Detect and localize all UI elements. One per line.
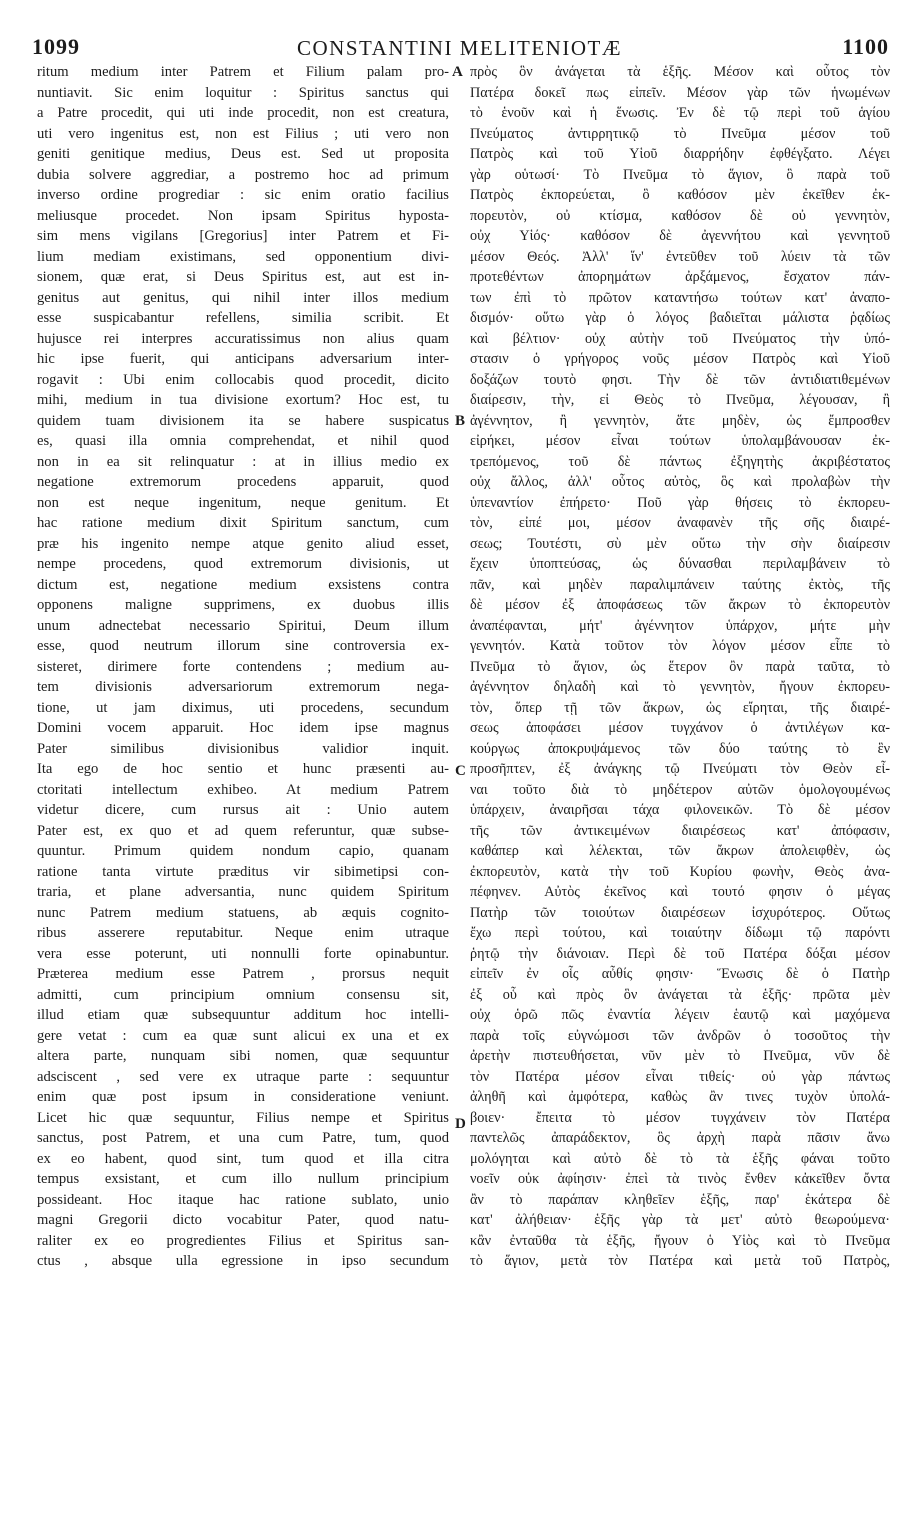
greek-text-line: ἀρετὴν πιστευθήσεται, νῦν μὲν τὸ Πνεῦμα, νῦν δὲ <box>470 1048 890 1064</box>
latin-text-line: enim quæ post ipsum in consideratione veniunt. <box>37 1089 449 1105</box>
greek-text-line: Πατέρα δοκεῖ πως εἰπεῖν. Μέσον γὰρ τῶν ἡνωμένων <box>470 84 890 101</box>
greek-text-line: προτεθέντων ἀπορημάτων ἀρξάμενος, ἔσχατον πάν- <box>470 269 890 285</box>
greek-text-line: εἰπεῖν ἐν οἷς αὖθίς φησιν· Ἕνωσις δὲ ὁ Πατὴρ <box>470 966 890 982</box>
greek-text-line: ναι τοῦτο διὰ τὸ μηδέτερον αὐτῶν ὁμολογουμένως <box>470 781 890 798</box>
latin-text-line: ribus asserere reputabitur. Neque enim utraque <box>37 925 449 941</box>
greek-text-line: Πατρὸς καὶ τοῦ Υἱοῦ διαρρήδην ἐφθέγξατο. Λέγει <box>470 146 890 162</box>
greek-text-line: κἂν ἐνταῦθα τὰ ἑξῆς, ἤγουν ὁ Υἱὸς καὶ τὸ Πνεῦμα <box>470 1232 890 1249</box>
latin-text-line: lium mediam existimans, sed opponentium divi- <box>37 248 449 265</box>
latin-text-line: quidem tuam divisionem ita se habere suspicatus <box>37 412 449 429</box>
greek-text-line: ἀληθῆ καὶ ἀμφότερα, καθὼς ἂν τινες τυχὸν ὑπολά- <box>470 1089 890 1105</box>
latin-text-line: Domini vocem apparuit. Hoc idem ipse magnus <box>37 720 449 736</box>
greek-text-line: διαίρεσιν, τὴν, εἰ Θεὸς τὸ Πνεῦμα, λέγουσαν, ἢ <box>470 392 890 408</box>
latin-text-line: Pater similibus divisionibus validior inquit. <box>37 740 449 757</box>
latin-text-line: ctus , absque ulla egressione in ipso secundum <box>37 1253 449 1269</box>
greek-text-line: μολόγηται καὶ αὐτὸ δὲ τὸ τὰ ἑξῆς φάναι τοῦτο <box>470 1150 890 1167</box>
latin-text-line: altera parte, nunquam sibi nomen, quæ sequuntur <box>37 1048 449 1064</box>
latin-text-line: gere vetat : cum ea quæ sunt alicui ex una et ex <box>37 1027 449 1044</box>
greek-text-line: βοιεν· ἔπειτα τὸ μέσον τυγχάνειν τὸν Πατέρα <box>470 1109 890 1126</box>
latin-text-line: mihi, medium in tua divisione exortum? Hoc est, tu <box>37 392 449 408</box>
greek-text-line: ἀγέννητον, ἢ γεννητὸν, ἅτε μηδὲν, ὡς ἔμπροσθεν <box>470 412 890 429</box>
greek-text-line: κατ' ἀλήθειαν· ἑξῆς γὰρ τὰ μετ' αὐτὸ θεωρούμενα· <box>470 1212 890 1228</box>
greek-text-line: παντελῶς ἀπαράδεκτον, ὃς ἀρχὴ παρὰ πᾶσιν ἄνω <box>470 1130 890 1146</box>
greek-text-line: τὸν Πατέρα μέσον εἶναι τιθείς· οὐ γὰρ πάντως <box>470 1068 890 1085</box>
greek-text-line: ἀγέννητον δηλαδὴ καὶ τὸ γεννητὸν, ἤγουν ἐκπορευ- <box>470 679 890 695</box>
greek-text-line: Πατρὸς ἐκπορεύεται, ὃ καθόσον μὲν ἐκεῖθεν ἐκ- <box>470 187 890 203</box>
page-header <box>0 34 919 64</box>
section-marker-c: C <box>455 763 466 779</box>
page-number-right: 1100 <box>842 34 889 59</box>
latin-text-line: esse suspicabantur refellens, similia scribit. Et <box>37 310 449 326</box>
greek-text-line: εἰρήκει, μέσον εἶναι τούτων ὑπολαμβάνουσαν ἐκ- <box>470 433 890 449</box>
latin-text-line: rogavit : Ubi enim collocabis quod procedit, dicito <box>37 371 449 388</box>
greek-text-line: γὰρ οὑτωσί· Τὸ Πνεῦμα τὸ ἅγιον, ὃ παρὰ τοῦ <box>470 166 890 183</box>
latin-text-line: non est neque ingenitum, neque genitum. Et <box>37 494 449 511</box>
latin-text-line: negatione extremorum procedens apparuit, quod <box>37 474 449 490</box>
greek-text-line: δοξάζων τουτὸ φησι. Τὴν δὲ τῶν ἀντιδιατιθεμένων <box>470 371 890 388</box>
greek-text-line: ὑπάρχειν, ἀναιρῆσαι τάχα φιλονεικῶν. Τὸ δὲ μέσον <box>470 802 890 818</box>
greek-text-line: ἂν τὸ παράπαν κληθεῖεν ἑξῆς, παρ' ἑκάτερα δὲ <box>470 1191 890 1208</box>
greek-text-line: σεως ἀποφάσει μέσον τυγχάνον ὁ ἀντιλέγων κα- <box>470 720 890 736</box>
latin-text-line: adsciscent , sed vere ex utraque parte : sequuntur <box>37 1068 449 1085</box>
greek-column <box>470 62 890 1272</box>
greek-text-line: προσῆπτεν, ἐξ ἀνάγκης τῷ Πνεύματι τὸν Θεὸν εἶ- <box>470 761 890 777</box>
latin-text-line: sisteret, dirimere forte contendens ; medium au- <box>37 658 449 675</box>
section-marker-b: B <box>455 413 466 429</box>
page-number-left: 1099 <box>32 34 80 59</box>
section-marker-d: D <box>455 1116 466 1132</box>
latin-text-line: a Patre procedit, qui uti inde procedit, non est creatura, <box>37 105 449 121</box>
greek-text-line: πᾶν, καὶ μηδὲν παραλιμπάνειν ταύτης ἐκτὸς, τῆς <box>470 576 890 593</box>
latin-text-line: magni Gregorii dicto vocabitur Pater, quod natu- <box>37 1212 449 1228</box>
latin-text-line: Licet hic quæ sequuntur, Filius nempe et Spiritus <box>37 1109 449 1126</box>
latin-text-line: es, quasi illa omnia comprehendat, et nihil quod <box>37 433 449 449</box>
latin-text-line: videtur dicere, cum rursus ait : Unio autem <box>37 802 449 818</box>
latin-text-line: sim mens vigilans [Gregorius] inter Patrem et Fi- <box>37 228 449 244</box>
greek-text-line: τρεπόμενος, τοῦ δὲ πάντως ἐξηγητὴς ἀκριβέστατος <box>470 453 890 470</box>
greek-text-line: τὸ ἑνοῦν καὶ ἡ ἕνωσις. Ἐν δὲ τῷ περὶ τοῦ ἁγίου <box>470 105 890 121</box>
latin-text-line: dictum est, negatione medium exsistens contra <box>37 576 449 593</box>
latin-text-line: uti vero ingenitus est, non est Filius ; uti vero non <box>37 125 449 142</box>
greek-text-line: πέφηνεν. Αὐτὸς ἐκεῖνος καὶ τουτό φησιν ὁ μέγας <box>470 884 890 900</box>
greek-text-line: ἐκπορευτὸν, κατὰ τὴν τοῦ Κυρίου φωνὴν, Θεὸς ἀνα- <box>470 863 890 880</box>
latin-text-line: nunc Patrem medium statuens, ab æquis cognito- <box>37 904 449 921</box>
greek-text-line: ἀναπέφανται, μήτ' ἀγέννητον ὑπάρχον, μήτε μὴν <box>470 617 890 634</box>
greek-text-line: ἐξ οὗ καὶ πρὸς ὃν ἀνάγεται τὰ ἑξῆς· πρῶτα μὲν <box>470 986 890 1003</box>
latin-text-line: illud etiam quæ subsequuntur additum hoc intelli- <box>37 1007 449 1023</box>
greek-text-line: ὑπεναντίον ἐπήρετο· Ποῦ γὰρ θήσεις τὸ ἐκπορευ- <box>470 494 890 511</box>
greek-text-line: στασιν ὁ γρήγορος νοῦς μέσον Πατρὸς καὶ Υἱοῦ <box>470 351 890 367</box>
latin-text-line: hujusce rei interpres accuratissimus non alius quam <box>37 330 449 347</box>
greek-text-line: καθάπερ καὶ λέλεκται, τῶν ἄκρων ἀπολειφθὲν, ὡς <box>470 843 890 859</box>
latin-text-line: nuntiavit. Sic enim loquitur : Spiritus sanctus qui <box>37 84 449 101</box>
greek-text-line: μέσον Θεός. Ἀλλ' ἵν' ἐντεῦθεν τοῦ λύειν τὰ τῶν <box>470 248 890 265</box>
greek-text-line: δισμόν· οὕτω γὰρ ὁ λόγος βαδιεῖται μάλιστα ῥᾳδίως <box>470 310 890 326</box>
latin-text-line: vera esse poterunt, uti nonnulli forte opinabuntur. <box>37 945 449 962</box>
latin-text-line: sionem, quæ erat, si Deus Spiritus est, aut est in- <box>37 269 449 285</box>
greek-text-line: Πνεῦμα τὸ ἅγιον, ὡς ἕτερον ὂν παρὰ ταῦτα, τὸ <box>470 658 890 675</box>
greek-text-line: τῆς τῶν ἀντικειμένων διαιρέσεως κατ' ἀπόφασιν, <box>470 822 890 839</box>
latin-text-line: ratione tanta virtute præditus vir sibimetipsi con- <box>37 863 449 880</box>
greek-text-line: τὸν, ὅπερ τῇ τῶν ἄκρων, ὡς εἴρηται, τῆς διαιρέ- <box>470 699 890 716</box>
greek-text-line: οὐχ ἄλλος, ἀλλ' οὗτος αὐτὸς, ὃς καὶ προλαβὼν τὴν <box>470 474 890 490</box>
latin-text-line: tem divisionis adversariorum extremorum nega- <box>37 679 449 695</box>
section-marker-a: A <box>452 64 463 80</box>
latin-text-line: Præterea medium esse Patrem , prorsus nequit <box>37 966 449 982</box>
latin-text-line: tione, ut jam diximus, uti procedens, secundum <box>37 699 449 716</box>
greek-text-line: ἔχω περὶ τούτου, καὶ τοιαύτην δίδωμι τῷ παρόντι <box>470 925 890 941</box>
latin-text-line: Ita ego de hoc sentio et hunc præsenti au- <box>37 761 449 777</box>
greek-text-line: νοεῖν οὐκ ἀφίησιν· ἐπεὶ τὰ τινὸς ἔνθεν κἀκεῖθεν ὄντα <box>470 1171 890 1187</box>
latin-text-line: traria, et plane adversantia, nunc quidem Spiritum <box>37 884 449 900</box>
latin-text-line: esse, quod neutrum illorum sine controversia ex- <box>37 638 449 654</box>
latin-text-line: ritum medium inter Patrem et Filium palam pro- <box>37 64 449 80</box>
latin-text-line: hic ipse fuerit, qui anticipans adversarium inter- <box>37 351 449 367</box>
greek-text-line: ῥητῷ τὴν διάνοιαν. Περὶ δὲ τοῦ Πατέρα δόξαι μέσον <box>470 945 890 962</box>
greek-text-line: γεννητόν. Κατὰ τοῦτον τὸν λόγον μέσον εἶπε τὸ <box>470 638 890 654</box>
latin-text-line: tempus exsistant, et cum illo nullum principium <box>37 1171 449 1187</box>
greek-text-line: πρὸς ὃν ἀνάγεται τὰ ἑξῆς. Μέσον καὶ οὗτος τὸν <box>470 64 890 80</box>
latin-text-line: unum adnectebat necessario Spiritui, Deum illum <box>37 617 449 634</box>
latin-text-line: raliter ex eo progredientes Filius et Spiritus san- <box>37 1232 449 1249</box>
latin-text-line: nempe procedens, quod extremorum divisionis, ut <box>37 556 449 572</box>
latin-text-line: geniti genitique medius, Deus est. Sed ut proposita <box>37 146 449 162</box>
latin-text-line: sanctus, post Patrem, et una cum Patre, tum, quod <box>37 1130 449 1146</box>
latin-text-line: præ his ingenito nempe atque genito aliud esset, <box>37 535 449 552</box>
latin-column <box>37 62 449 1272</box>
latin-text-line: hac ratione medium dixit Spiritum sanctum, cum <box>37 515 449 531</box>
latin-text-line: possideant. Hoc itaque hac ratione sublato, unio <box>37 1191 449 1208</box>
latin-text-line: meliusque procedet. Non ipsam Spiritus hyposta- <box>37 207 449 224</box>
latin-text-line: ctoritati intellectum exhibeo. At medium Patrem <box>37 781 449 798</box>
greek-text-line: κούργως ἀποκρυψάμενος τῶν δύο ταύτης τὸ ἓν <box>470 740 890 757</box>
latin-text-line: opponens maligne supprimens, ex duobus illis <box>37 597 449 613</box>
greek-text-line: παρὰ τοῖς εὐγνώμοσι τῶν ἀνδρῶν ὁ τοσοῦτος τὴν <box>470 1027 890 1044</box>
latin-text-line: quuntur. Primum quidem nondum capio, quanam <box>37 843 449 859</box>
greek-text-line: Πνεύματος ἀντιρρητικῷ τὸ Πνεῦμα μέσον τοῦ <box>470 125 890 142</box>
latin-text-line: dubia solvere aggrediar, a postremo hoc ad primum <box>37 166 449 183</box>
greek-text-line: καὶ βέλτιον· οὐχ αὐτὴν τοῦ Πνεύματος τὴν ὑπό- <box>470 330 890 347</box>
greek-text-line: τὸν, εἰπέ μοι, μέσον ἀναφανὲν τῆς σῆς διαιρέ- <box>470 515 890 531</box>
latin-text-line: admitti, cum principium omnium consensu sit, <box>37 986 449 1003</box>
latin-text-line: non in ea sit relinquatur : at in illius medio ex <box>37 453 449 470</box>
greek-text-line: Πατὴρ τῶν τοιούτων διαιρέσεων ἰσχυρότερος. Οὕτως <box>470 904 890 921</box>
latin-text-line: ex eo habent, quod sint, tum quod et illa citra <box>37 1150 449 1167</box>
latin-text-line: genitus aut genitus, qui nihil inter illos medium <box>37 289 449 306</box>
latin-text-line: Pater est, ex quo et ad quem referuntur, quæ subse- <box>37 822 449 839</box>
greek-text-line: πορευτὸν, οὐ κτίσμα, καθόσον δὲ οὐ γεννητὸν, <box>470 207 890 224</box>
greek-text-line: οὐχ ὁρῶ πῶς ἐναντία λέγειν ἑαυτῷ καὶ μαχόμενα <box>470 1007 890 1023</box>
greek-text-line: ἔχειν ὑποπτεύσας, ὡς δύνασθαι περιλαμβάνειν τὸ <box>470 556 890 572</box>
greek-text-line: τὸ ἅγιον, μετὰ τὸν Πατέρα καὶ μετὰ τοῦ Πατρὸς, <box>470 1253 890 1269</box>
greek-text-line: δὲ μέσον ἐξ ἀποφάσεως τῶν ἄκρων τὸ ἐκπορευτὸν <box>470 597 890 613</box>
greek-text-line: σεως; Τουτέστι, σὺ μὲν οὕτω τὴν σὴν διαίρεσιν <box>470 535 890 552</box>
running-title: CONSTANTINI MELITENIOTÆ <box>296 36 623 60</box>
greek-text-line: των ἐπὶ τὸ πρῶτον καταντήσω τούτων κατ' ἀναπο- <box>470 289 890 306</box>
greek-text-line: οὐχ Υἱός· καθόσον δὲ ἀγεννήτου καὶ γεννητοῦ <box>470 228 890 244</box>
latin-text-line: inverso ordine progrediar : sic enim oratio facilius <box>37 187 449 203</box>
